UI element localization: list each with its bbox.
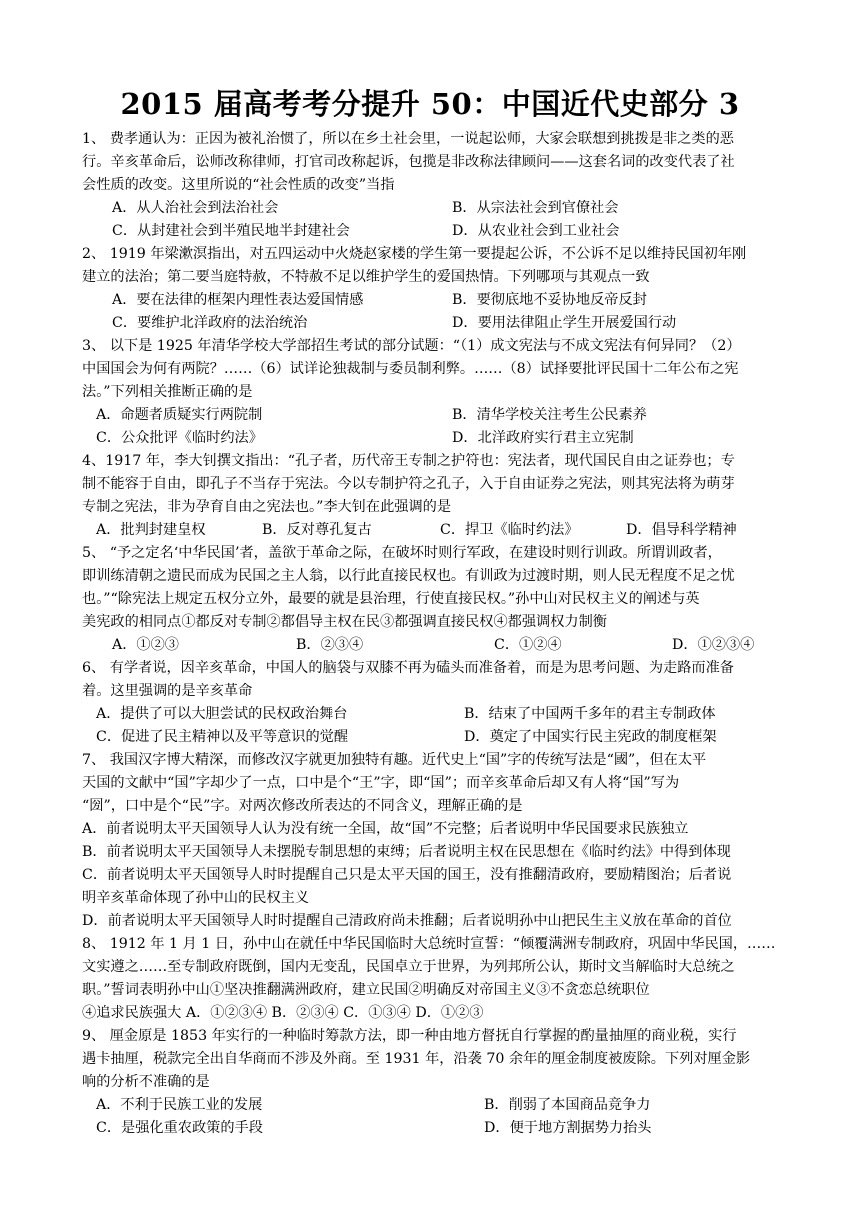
question-2-option-b: B．要彻底地不妥协地反帝反封 — [452, 292, 647, 308]
page-title: 2015 届高考考分提升 50：中国近代史部分 3 — [120, 87, 740, 121]
question-7-option-d: D．前者说明太平天国领导人时时提醒自己清政府尚未推翻；后者说明孙中山把民生主义放在革命的首位 — [82, 913, 732, 929]
question-1-option-c: C．从封建社会到半殖民地半封建社会 — [112, 223, 350, 239]
question-5-line-2: 即训练清朝之遗民而成为民国之主人翁，以行此直接民权也。有训政为过渡时期，则人民无程度不足之忧 — [82, 568, 735, 584]
question-4-option-c: C．捍卫《临时约法》 — [440, 522, 579, 538]
question-9-line-3: 响的分析不准确的是 — [82, 1074, 210, 1090]
question-7-line-3: “圀”，口中是个“民”字。对两次修改所表达的不同含义，理解正确的是 — [82, 798, 523, 814]
question-2-option-c: C．要维护北洋政府的法治统治 — [112, 315, 308, 331]
question-3-option-c: C．公众批评《临时约法》 — [96, 430, 263, 446]
question-9-option-c: C．是强化重农政策的手段 — [96, 1120, 263, 1136]
question-1-line-1: 1、 费孝通认为：正因为被礼治惯了，所以在乡土社会里，一说起讼师，大家会联想到挑拨是非之类的恶 — [82, 131, 734, 147]
question-6-option-c: C．促进了民主精神以及平等意识的觉醒 — [96, 729, 349, 745]
question-3-line-3: 法。”下列相关推断正确的是 — [82, 384, 253, 400]
question-3-option-b: B．清华学校关注考生公民素养 — [452, 407, 647, 423]
question-5-line-4: 美宪政的相同点①都反对专制②都倡导主权在民③都强调直接民权④都强调权力制衡 — [82, 614, 607, 630]
question-4-option-b: B．反对尊孔复古 — [262, 522, 372, 538]
question-6-option-d: D．奠定了中国实行民主宪政的制度框架 — [464, 729, 717, 745]
question-3-option-d: D．北洋政府实行君主立宪制 — [452, 430, 634, 446]
question-2-line-1: 2、 1919 年梁漱溟指出，对五四运动中火烧赵家楼的学生第一要提起公诉，不公诉不足以维持民国初年刚 — [82, 246, 747, 262]
question-7-option-c: C．前者说明太平天国领导人时时提醒自己只是太平天国的国王，没有推翻清政府，要励精图治；后者说 — [82, 867, 732, 883]
question-5-option-b: B．②③④ — [296, 637, 364, 653]
question-3-option-a: A．命题者质疑实行两院制 — [96, 407, 263, 423]
question-6-line-2: 着。这里强调的是辛亥革命 — [82, 683, 253, 699]
question-8-line-3: 职。”誓词表明孙中山①坚决推翻满洲政府，建立民国②明确反对帝国主义③不贪恋总统职位 — [82, 982, 650, 998]
question-9-option-b: B．削弱了本国商品竞争力 — [484, 1097, 651, 1113]
question-7-line-1: 7、 我国汉字博大精深，而修改汉字就更加独特有趣。近代史上“国”字的传统写法是“國”，但在太平 — [82, 752, 707, 768]
question-8-line-2: 文实遵之……至专制政府既倒，国内无变乱，民国卓立于世界，为列邦所公认，斯时文当解临时大总统之 — [82, 959, 735, 975]
question-5-option-c: C．①②④ — [494, 637, 562, 653]
question-6-line-1: 6、 有学者说，因辛亥革命，中国人的脑袋与双膝不再为磕头而准备着，而是为思考问题、为走路而准备 — [82, 660, 734, 676]
question-9-option-d: D．便于地方割据势力抬头 — [484, 1120, 652, 1136]
question-3-line-1: 3、 以下是 1925 年清华学校大学部招生考试的部分试题：“（1）成文宪法与不成文宪法有何异同？（2） — [82, 338, 741, 354]
question-1-option-b: B．从宗法社会到官僚社会 — [452, 200, 619, 216]
question-7-line-2: 天国的文献中“国”字却少了一点，口中是个“王”字，即“国”；而辛亥革命后却又有人将“国”写为 — [82, 775, 680, 791]
question-7-option-b: B．前者说明太平天国领导人未摆脱专制思想的束缚；后者说明主权在民思想在《临时约法》中得到体现 — [82, 844, 731, 860]
question-7-option-a: A．前者说明太平天国领导人认为没有统一全国，故“国”不完整；后者说明中华民国要求民族独立 — [82, 821, 689, 837]
question-7-option-c-cont: 明辛亥革命体现了孙中山的民权主义 — [82, 890, 310, 906]
question-6-option-a: A．提供了可以大胆尝试的民权政治舞台 — [96, 706, 348, 722]
question-2-line-2: 建立的法治；第二要当庭特赦，不特赦不足以维护学生的爱国热情。下列哪项与其观点一致 — [82, 269, 650, 285]
question-1-option-a: A．从人治社会到法治社会 — [112, 200, 279, 216]
question-5-line-1: 5、 “予之定名‘中华民国’者，盖欲于革命之际，在破坏时则行军政，在建设时则行训政。所谓训政者， — [82, 545, 722, 561]
question-3-line-2: 中国国会为何有两院？……（6）试详论独裁制与委员制利弊。……（8）试择要批评民国十二年公布之宪 — [82, 361, 739, 377]
question-5-line-3: 也。”“除宪法上规定五权分立外，最要的就是县治理，行使直接民权。”孙中山对民权主义的阐述与英 — [82, 591, 700, 607]
question-1-line-2: 行。辛亥革命后，讼师改称律师，打官司改称起诉，包揽是非改称法律顾问——这套名词的改变代表了社 — [82, 154, 735, 170]
question-2-option-a: A．要在法律的框架内理性表达爱国情感 — [112, 292, 364, 308]
question-9-line-2: 遇卡抽厘，税款完全出自华商而不涉及外商。至 1931 年，沿袭 70 余年的厘金制度被废除。下列对厘金影 — [82, 1051, 751, 1067]
question-5-option-a: A．①②③ — [112, 637, 179, 653]
question-8-line-1: 8、 1912 年 1 月 1 日，孙中山在就任中华民国临时大总统时宣誓：“倾覆满洲专制政府，巩固中华民国，…… — [82, 936, 776, 952]
question-5-option-d: D．①②③④ — [672, 637, 755, 653]
question-4-option-d: D．倡导科学精神 — [626, 522, 737, 538]
question-4-line-3: 专制之宪法，非为孕育自由之宪法也。”李大钊在此强调的是 — [82, 499, 452, 515]
question-4-line-2: 制不能容于自由，即孔子不当存于宪法。今以专制护符之孔子，入于自由证券之宪法，则其宪法将为萌芽 — [82, 476, 735, 492]
question-9-line-1: 9、 厘金原是 1853 年实行的一种临时筹款方法，即一种由地方督抚自行掌握的酌量抽厘的商业税，实行 — [82, 1028, 737, 1044]
question-1-line-3: 会性质的改变。这里所说的“社会性质的改变”当指 — [82, 177, 395, 193]
question-4-option-a: A．批判封建皇权 — [96, 522, 206, 538]
question-2-option-d: D．要用法律阻止学生开展爱国行动 — [452, 315, 677, 331]
question-8-line-4: ④追求民族强大 A．①②③④ B．②③④ C．①③④ D．①②③ — [82, 1005, 484, 1021]
question-6-option-b: B．结束了中国两千多年的君主专制政体 — [464, 706, 716, 722]
question-9-option-a: A．不利于民族工业的发展 — [96, 1097, 263, 1113]
question-4-line-1: 4、1917 年，李大钊撰文指出：“孔子者，历代帝王专制之护符也：宪法者，现代国民自由之证券也；专 — [82, 453, 735, 469]
question-1-option-d: D．从农业社会到工业社会 — [452, 223, 620, 239]
